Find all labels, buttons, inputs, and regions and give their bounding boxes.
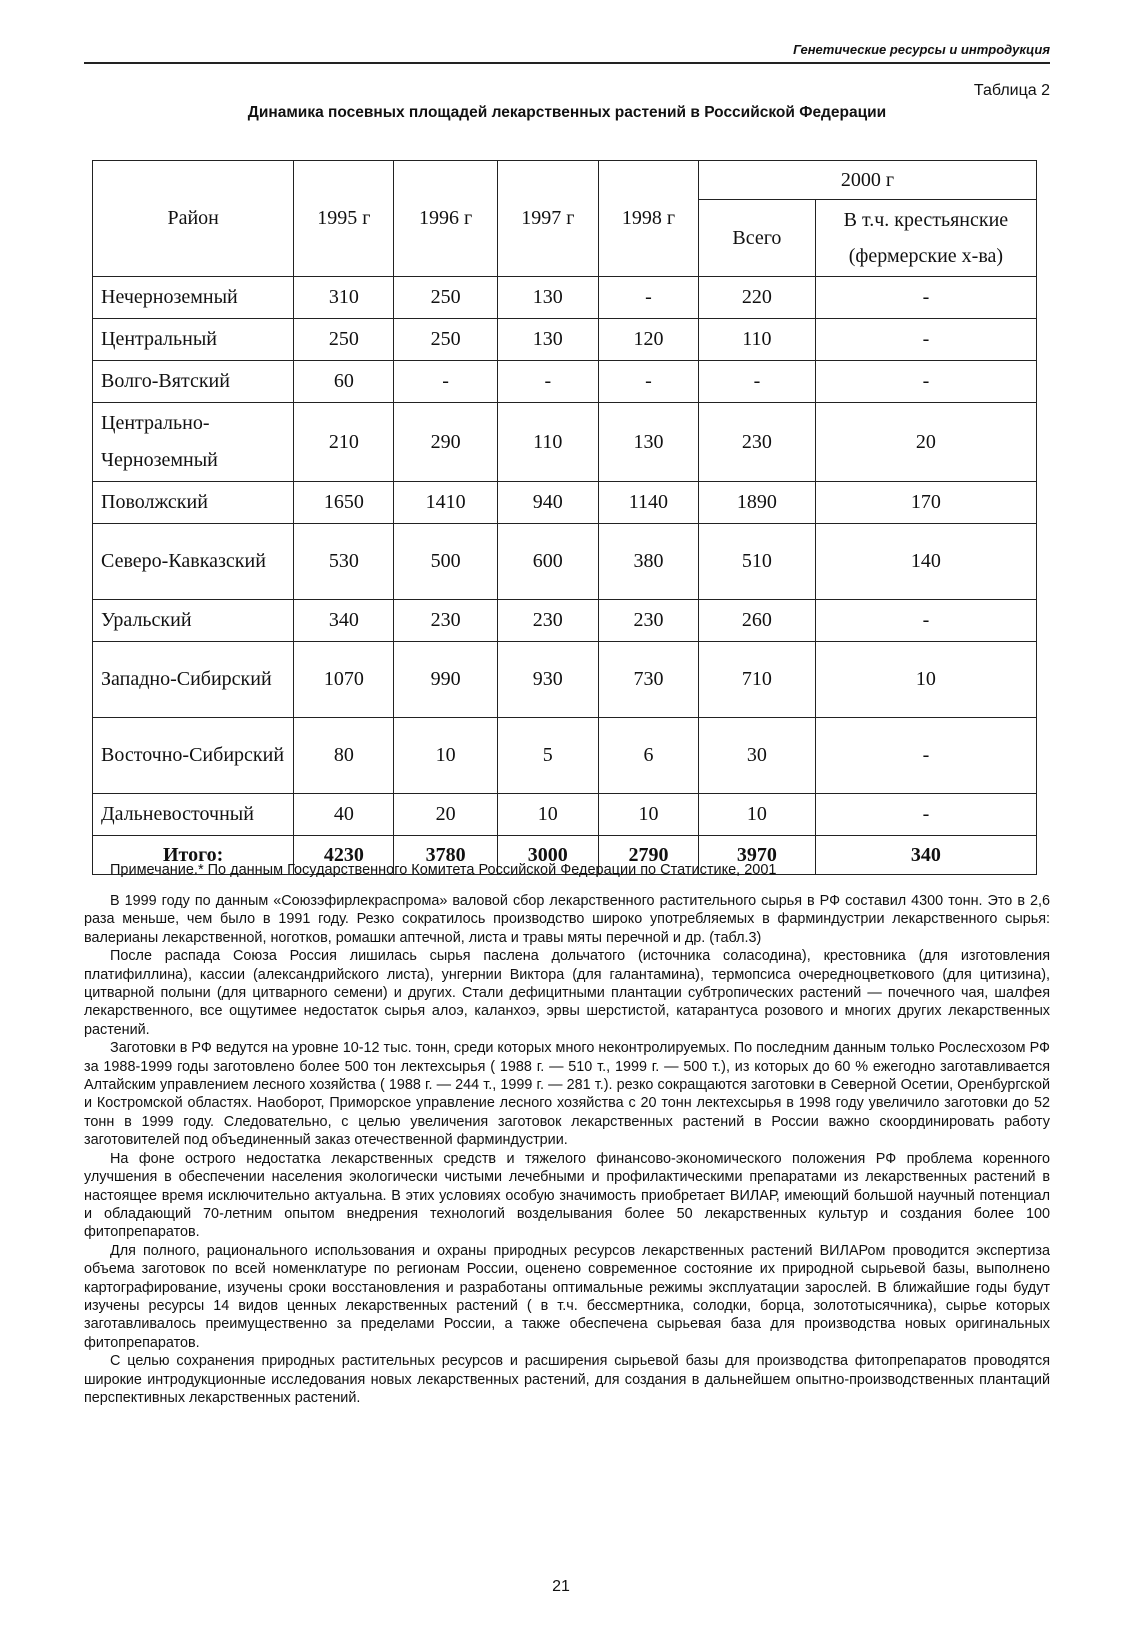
running-header	[84, 36, 1050, 64]
value-cell: 230	[699, 403, 816, 482]
value-cell: 5	[497, 718, 598, 794]
value-cell: 20	[394, 794, 497, 836]
header-year: 1998 г	[598, 161, 698, 277]
header-year-2000: 2000 г	[699, 161, 1037, 200]
value-cell: 1650	[294, 482, 394, 524]
table-row	[93, 482, 1037, 524]
value-cell: 110	[497, 403, 598, 482]
total-value-cell: 340	[815, 836, 1036, 875]
value-cell: 530	[294, 524, 394, 600]
value-cell: 130	[497, 319, 598, 361]
value-cell: 120	[598, 319, 698, 361]
table-row	[93, 277, 1037, 319]
value-cell: 310	[294, 277, 394, 319]
body-paragraph: С целью сохранения природных растительных ресурсов и расширения сырьевой базы для производства фитопрепаратов проводятся широкие интродукционные исследования новых лекарственных растений, для создания в дальнейшем опытно-производственных плантаций перспективных лекарственных растений.	[84, 1353, 1050, 1406]
value-cell: 130	[497, 277, 598, 319]
table-row	[93, 403, 1037, 482]
table-row	[93, 600, 1037, 642]
table-row	[93, 361, 1037, 403]
value-cell: -	[815, 794, 1036, 836]
value-cell: 170	[815, 482, 1036, 524]
value-cell: 6	[598, 718, 698, 794]
value-cell: 260	[699, 600, 816, 642]
region-cell: Нечерноземный	[93, 277, 294, 319]
value-cell: 290	[394, 403, 497, 482]
value-cell: 10	[815, 642, 1036, 718]
value-cell: 80	[294, 718, 394, 794]
region-cell: Волго-Вятский	[93, 361, 294, 403]
value-cell: 730	[598, 642, 698, 718]
value-cell: 930	[497, 642, 598, 718]
value-cell: -	[699, 361, 816, 403]
header-year: 1997 г	[497, 161, 598, 277]
table-row	[93, 642, 1037, 718]
value-cell: 130	[598, 403, 698, 482]
header-year: 1996 г	[394, 161, 497, 277]
total-value-cell: 3780	[394, 836, 497, 875]
value-cell: 10	[394, 718, 497, 794]
table-row	[93, 718, 1037, 794]
table-row	[93, 794, 1037, 836]
region-cell: Восточно-Сибирский	[93, 718, 294, 794]
value-cell: 600	[497, 524, 598, 600]
body-paragraph: После распада Союза Россия лишилась сырья паслена дольчатого (источника соласодина), крестовника (для изготовления платифиллина), кассии (александрийского листа), унгернии Виктора (для галантамина), термопсиса очередноцветкового (для цитизина), цитварной полыни (для цитварного семени) и других. Стали дефицитными плантации субтропических растений — почечного чая, шалфея лекарственного, все ощутимее недостаток сырья алоэ, каланхоэ, эрвы шерстистой, катарантуса розового и многих других лекарственных растений.	[84, 948, 1050, 1038]
header-total: Всего	[699, 200, 816, 277]
value-cell: 40	[294, 794, 394, 836]
value-cell: 20	[815, 403, 1036, 482]
value-cell: 250	[394, 277, 497, 319]
body-paragraph: На фоне острого недостатка лекарственных средств и тяжелого финансово-экономического положения РФ проблема коренного улучшения в обеспечении населения экологически чистыми лечебными и профилактическими препаратами из лекарственных растений в настоящее время исключительно актуальна. В этих условиях особую значимость приобретает ВИЛАР, имеющий большой научный потенциал и обладающий 70-летним опытом внедрения технологий возделывания более 50 лекарственных культур и создания более 100 фитопрепаратов.	[84, 1150, 1050, 1241]
body-paragraph: В 1999 году по данным «Союзэфирлекраспрома» валовой сбор лекарственного растительного сырья в РФ составил 4300 тонн. Это в 2,6 раза меньше, чем было в 1991 году. Резко сократилось производство широко употребляемых в фарминдустрии лекарственного сырья: валерианы лекарственной, ноготков, ромашки аптечной, листа и травы мяты перечной и др. (табл.3)	[84, 893, 1050, 946]
region-cell: Центральный	[93, 319, 294, 361]
value-cell: 710	[699, 642, 816, 718]
table-title: Динамика посевных площадей лекарственных растений в Российской Федерации	[247, 104, 887, 121]
region-cell: Дальневосточный	[93, 794, 294, 836]
page-number: 21	[552, 1578, 570, 1595]
body-paragraph: Для полного, рационального использования и охраны природных ресурсов лекарственных растений ВИЛАРом проводится экспертиза объема заготовок по всей номенклатуре по регионам России, оценено современное состояние их природной сырьевой базы, выполнено картографирование, изучены сроки восстановления и разработаны оптимальные режимы эксплуатации зарослей. В ближайшие годы будут изучены ресурсы 14 видов ценных лекарственных растений ( в т.ч. бессмертника, солодки, борца, золототысячника), сырье которых заготавливалось преимущественно за пределами России, а также обеспечена сырьевая база для производства новых оригинальных фитопрепаратов.	[84, 1242, 1050, 1351]
value-cell: 230	[497, 600, 598, 642]
region-cell: Западно-Сибирский	[93, 642, 294, 718]
total-value-cell: 3000	[497, 836, 598, 875]
table-label: Таблица 2	[973, 82, 1050, 99]
value-cell: 10	[497, 794, 598, 836]
region-cell: Поволжский	[93, 482, 294, 524]
value-cell: 250	[394, 319, 497, 361]
value-cell: -	[815, 277, 1036, 319]
value-cell: 230	[598, 600, 698, 642]
region-cell: Уральский	[93, 600, 294, 642]
body-text	[84, 892, 1050, 1407]
value-cell: -	[598, 361, 698, 403]
value-cell: 1140	[598, 482, 698, 524]
total-value-cell: 3970	[699, 836, 816, 875]
value-cell: -	[394, 361, 497, 403]
total-label-cell: Итого:	[93, 836, 294, 875]
value-cell: -	[815, 361, 1036, 403]
total-value-cell: 2790	[598, 836, 698, 875]
value-cell: 10	[598, 794, 698, 836]
value-cell: -	[815, 600, 1036, 642]
value-cell: 10	[699, 794, 816, 836]
value-cell: 990	[394, 642, 497, 718]
value-cell: 60	[294, 361, 394, 403]
value-cell: -	[815, 319, 1036, 361]
header-farm: В т.ч. крестьянские (фермерские х-ва)	[815, 200, 1036, 277]
table-note: Примечание.* По данным Государственного Комитета Российской Федерации по Статистике, 2001	[110, 862, 777, 878]
body-paragraph: Заготовки в РФ ведутся на уровне 10-12 тыс. тонн, среди которых много неконтролируемых. По последним данным только Рослесхозом РФ за 1988-1999 годы заготовлено более 500 тон лектехсырья ( 1988 г. — 510 т., 1999 г. — 500 т.), из которых до 60 % ежегодно заготавливается Алтайским управлением лесного хозяйства ( 1988 г. — 244 т., 1999 г. — 281 т.). резко сокращаются заготовки в Северной Осетии, Оренбургской и Костромской областях. Наоборот, Приморское управление лесного хозяйства с 20 тонн лектехсырья в 1998 году увеличило заготовки до 52 тонн в 1999 году. Следовательно, с целью увеличения заготовок лекарственных растений в России важно скоординировать работу заготовителей под объединенный заказ отечественной фарминдустрии.	[84, 1040, 1050, 1149]
value-cell: 140	[815, 524, 1036, 600]
total-value-cell: 4230	[294, 836, 394, 875]
value-cell: 940	[497, 482, 598, 524]
value-cell: 210	[294, 403, 394, 482]
value-cell: -	[815, 718, 1036, 794]
value-cell: 380	[598, 524, 698, 600]
running-title: Генетические ресурсы и интродукция	[793, 42, 1050, 57]
value-cell: 500	[394, 524, 497, 600]
table-row	[93, 319, 1037, 361]
value-cell: -	[598, 277, 698, 319]
header-region: Район	[93, 161, 294, 277]
table-body	[93, 277, 1037, 875]
value-cell: 30	[699, 718, 816, 794]
value-cell: 510	[699, 524, 816, 600]
region-cell: Центрально-Черноземный	[93, 403, 294, 482]
value-cell: 230	[394, 600, 497, 642]
data-table	[92, 160, 1037, 875]
table-row	[93, 524, 1037, 600]
value-cell: 340	[294, 600, 394, 642]
value-cell: -	[497, 361, 598, 403]
region-cell: Северо-Кавказский	[93, 524, 294, 600]
header-year: 1995 г	[294, 161, 394, 277]
value-cell: 1890	[699, 482, 816, 524]
value-cell: 110	[699, 319, 816, 361]
value-cell: 1410	[394, 482, 497, 524]
value-cell: 220	[699, 277, 816, 319]
value-cell: 1070	[294, 642, 394, 718]
value-cell: 250	[294, 319, 394, 361]
